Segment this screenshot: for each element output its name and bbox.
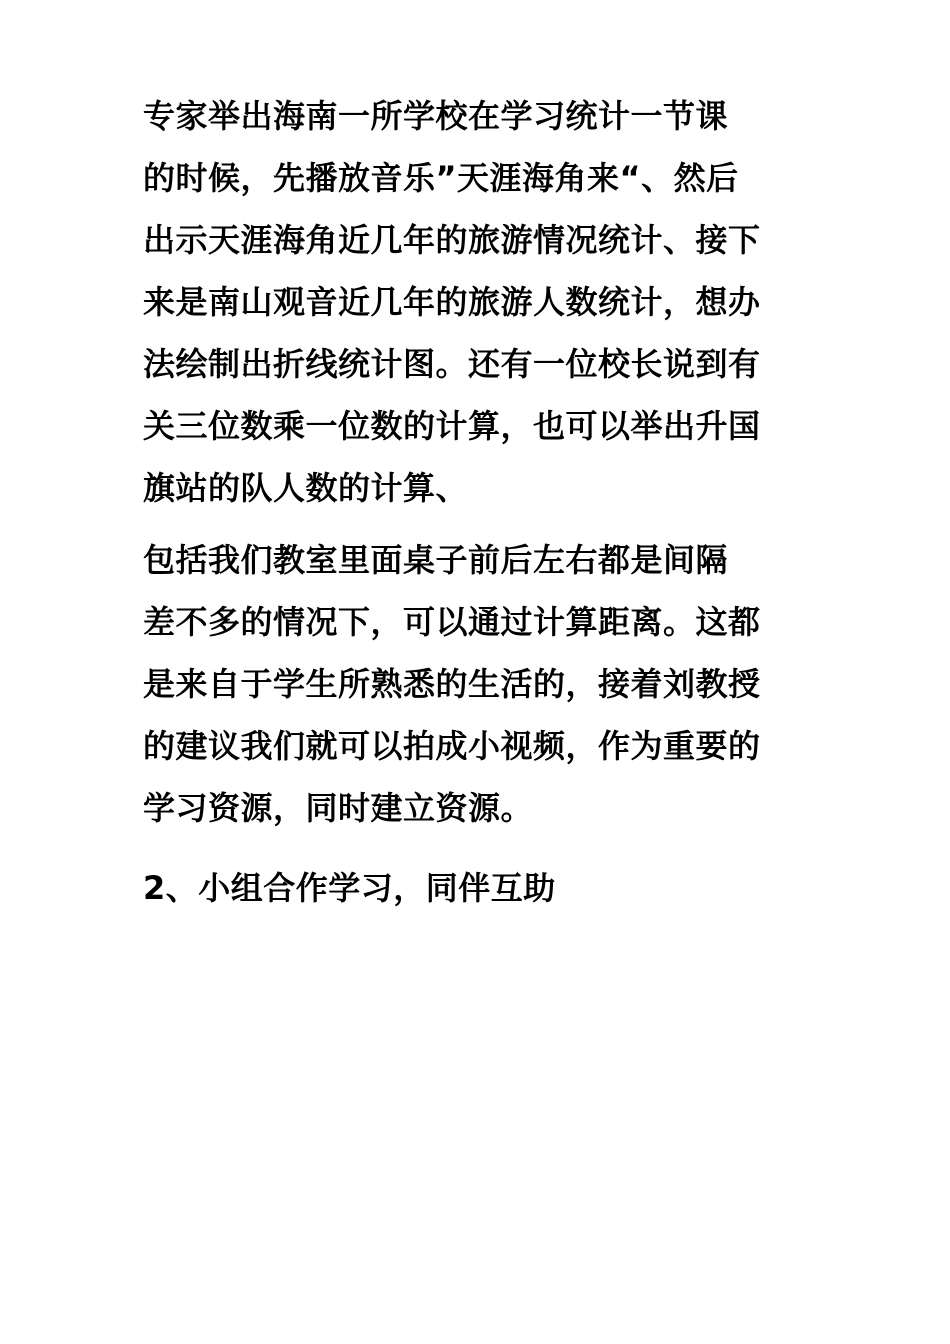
section-heading: 2、小组合作学习，同伴互助 [143,869,556,907]
paragraph-line: 学习资源，同时建立资源。 [143,789,534,827]
paragraph-line: 的建议我们就可以拍成小视频，作为重要的 [143,727,761,765]
paragraph-classroom-example [143,529,823,839]
paragraph-line: 关三位数乘一位数的计算，也可以举出升国 [143,407,761,445]
paragraph-line: 出示天涯海角近几年的旅游情况统计、接下 [143,221,761,259]
paragraph-line: 法绘制出折线统计图。还有一位校长说到有 [143,345,761,383]
paragraph-line: 专家举出海南一所学校在学习统计一节课 [143,97,729,135]
section-heading-group-learning [143,857,823,919]
paragraph-tourism-statistics [143,85,823,519]
paragraph-line: 的时候，先播放音乐”天涯海角来“、然后 [143,159,739,197]
paragraph-line: 包括我们教室里面桌子前后左右都是间隔 [143,541,729,579]
paragraph-line: 来是南山观音近几年的旅游人数统计，想办 [143,283,761,321]
paragraph-line: 差不多的情况下，可以通过计算距离。这都 [143,603,761,641]
paragraph-line: 旗站的队人数的计算、 [143,469,469,507]
paragraph-line: 是来自于学生所熟悉的生活的，接着刘教授 [143,665,761,703]
